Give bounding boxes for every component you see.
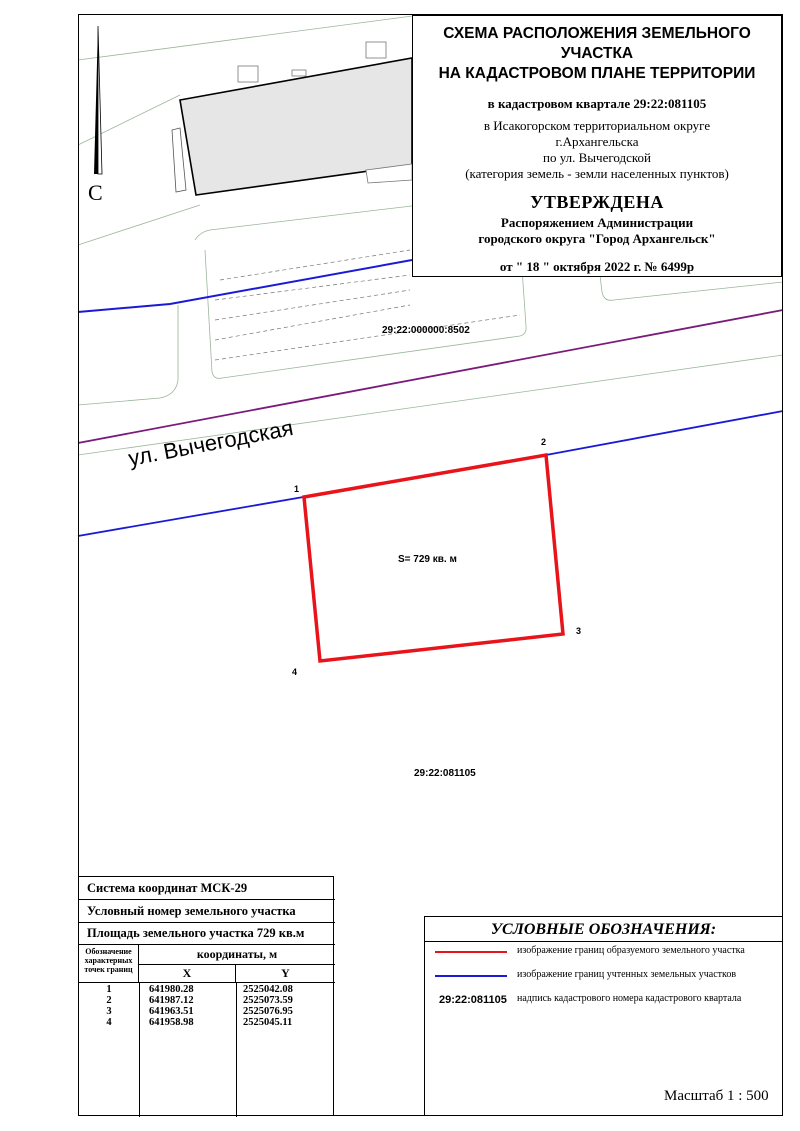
point-label-2: 2 (541, 437, 547, 447)
coordinates-table (78, 876, 334, 1116)
quarter-label: 29:22:081105 (414, 768, 476, 779)
north-letter: С (88, 180, 103, 205)
legend-text-new: изображение границ образуемого земельного участка (517, 945, 745, 956)
coord-system: Система координат МСК-29 (79, 877, 335, 900)
order-date: от " 18 " октября 2022 г. № 6499р (499, 259, 695, 274)
order-line-2: городского округа "Город Архангельск" (478, 231, 716, 246)
legend (424, 916, 783, 1116)
area-label: S= 729 кв. м (398, 554, 457, 565)
city-text: г.Архангельска (555, 134, 639, 149)
y-header: Y (236, 965, 335, 983)
point-label-3: 3 (576, 626, 582, 636)
coords-header: координаты, м (139, 945, 335, 965)
quarter-text: в кадастровом квартале 29:22:081105 (487, 96, 707, 111)
table-row: 2 641987.12 2525073.59 (106, 995, 293, 1006)
legend-text-code: надпись кадастрового номера кадастрового квартала (517, 993, 742, 1004)
road-cadastral-label: 29:22:000000:8502 (382, 325, 470, 336)
parcel-area: Площадь земельного участка 729 кв.м (79, 923, 335, 945)
category-text: (категория земель - земли населенных пунктов) (465, 166, 729, 181)
district-text: в Исакогорском территориальном округе (483, 118, 711, 133)
parcel-number: Условный номер земельного участка (79, 900, 335, 923)
legend-text-registered: изображение границ учтенных земельных участков (517, 969, 737, 980)
scale-label: Масштаб 1 : 500 (664, 1088, 769, 1104)
approved-heading: УТВЕРЖДЕНА (530, 192, 664, 212)
point-header: Обозначение характерных точек границ (84, 947, 133, 974)
title-line-2: НА КАДАСТРОВОМ ПЛАНЕ ТЕРРИТОРИИ (438, 65, 756, 82)
point-label-1: 1 (294, 484, 300, 494)
title-block (412, 15, 782, 277)
x-header: X (139, 965, 236, 983)
blue-line-swatch (435, 975, 507, 977)
red-line-swatch (435, 951, 507, 953)
point-header-cell (79, 945, 139, 983)
table-row: 1 641980.28 2525042.08 (106, 984, 293, 995)
table-row: 4 641958.98 2525045.11 (106, 1017, 293, 1028)
point-label-4: 4 (292, 667, 298, 677)
street-label: ул. Вычегодская (126, 415, 296, 471)
street-text: по ул. Вычегодской (543, 150, 651, 165)
legend-code: 29:22:081105 (439, 994, 507, 1006)
title-line-1: СХЕМА РАСПОЛОЖЕНИЯ ЗЕМЕЛЬНОГО УЧАСТКА (443, 25, 751, 62)
legend-title: УСЛОВНЫЕ ОБОЗНАЧЕНИЯ: (425, 921, 782, 942)
order-line-1: Распоряжением Администрации (500, 215, 694, 230)
table-row: 3 641963.51 2525076.95 (106, 1006, 293, 1017)
